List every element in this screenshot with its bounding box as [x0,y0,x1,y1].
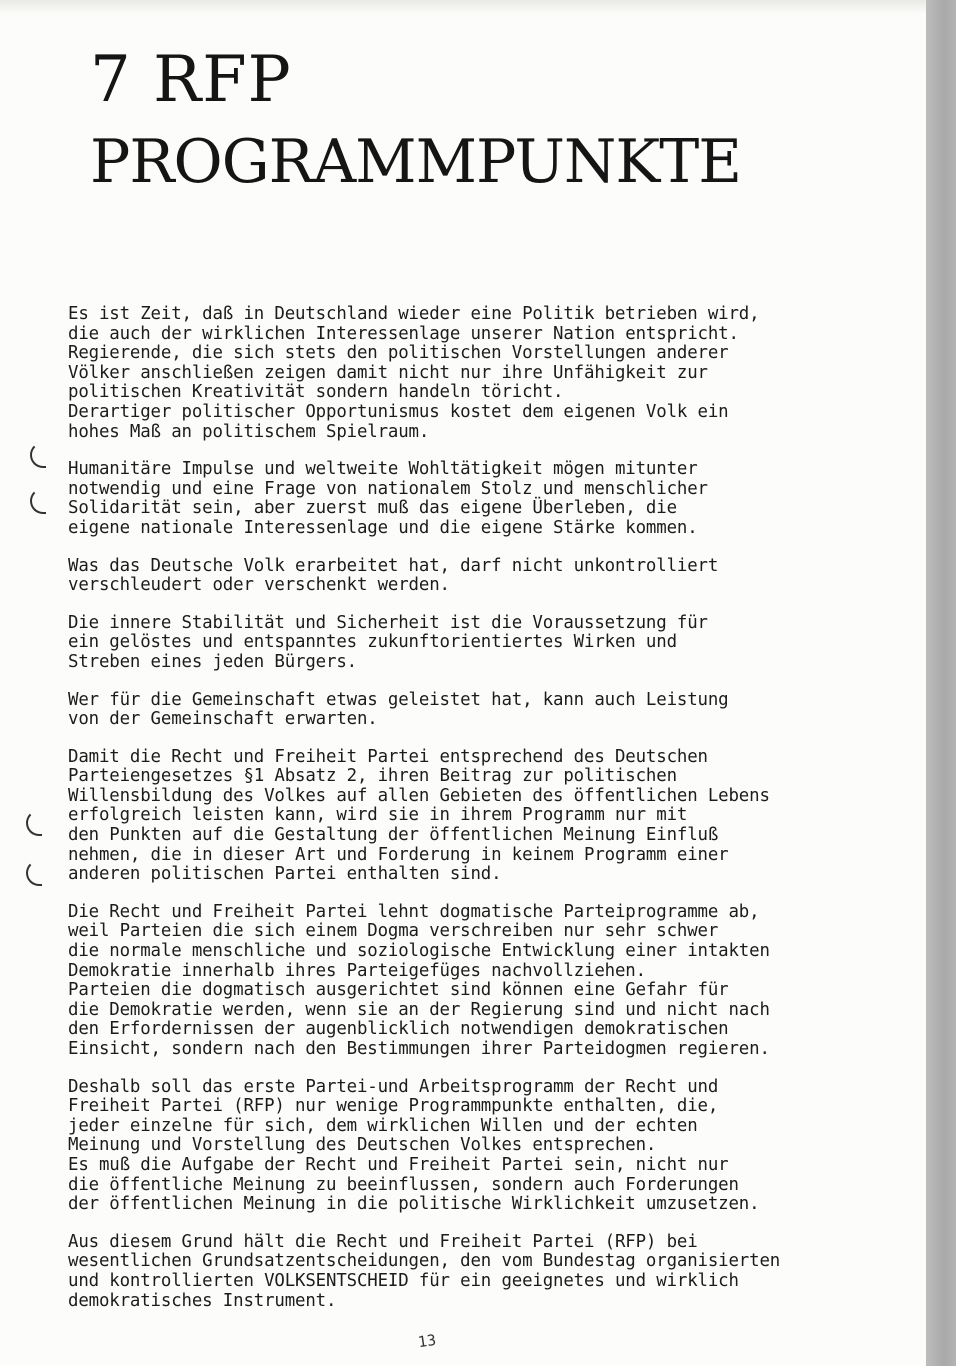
text-line: Völker anschließen zeigen damit nicht nur ihre Unfähigkeit zur [68,362,708,383]
text-line: die normale menschliche und soziologische Entwicklung einer intakten [68,941,770,962]
text-line: Einsicht, sondern nach den Bestimmungen ihrer Parteidogmen regieren. [68,1039,770,1059]
text-line: notwendig und eine Frage von nationalem Stolz und menschlicher [68,478,708,499]
text-line: verschleudert oder verschenkt werden. [68,575,450,596]
margin-bracket-mark [30,488,46,514]
text-line: hohes Maß an politischem Spielraum. [68,421,430,442]
title-line-2: PROGRAMMPUNKTE [90,127,742,197]
paragraph [68,903,878,1060]
paragraph [68,305,878,442]
body-text [68,305,878,1311]
text-line: Willensbildung des Volkes auf allen Gebieten des öffentlichen Lebens [68,785,770,806]
scan-edge-shadow [926,0,956,1366]
text-line: Deshalb soll das erste Partei-und Arbeitsprogramm der Recht und [68,1076,719,1097]
paragraph [68,1233,878,1311]
paragraph [68,691,878,730]
text-line: ein gelöstes und entspanntes zukunftorientiertes Wirken und [68,632,677,653]
paragraph [68,614,878,673]
text-line: die öffentliche Meinung zu beeinflussen, sondern auch Forderungen [68,1174,739,1195]
text-line: Es muß die Aufgabe der Recht und Freiheit Partei sein, nicht nur [68,1154,729,1175]
margin-bracket-mark [26,860,42,886]
text-line: jeder einzelne für sich, dem wirklichen Willen und der echten [68,1115,698,1136]
text-line: Die innere Stabilität und Sicherheit ist die Voraussetzung für [68,612,708,633]
paragraph-gap [68,539,878,557]
text-line: Meinung und Vorstellung des Deutschen Volkes entsprechen. [68,1135,657,1156]
page-title [90,43,742,197]
text-line: Was das Deutsche Volk erarbeitet hat, darf nicht unkontrolliert [68,555,719,576]
text-line: den Erfordernissen der augenblicklich notwendigen demokratischen [68,1019,729,1040]
paragraph-gap [68,673,878,691]
paragraph-gap [68,596,878,614]
paragraph-gap [68,730,878,748]
text-line: Freiheit Partei (RFP) nur wenige Programmpunkte enthalten, die, [68,1096,719,1117]
text-line: Wer für die Gemeinschaft etwas geleistet hat, kann auch Leistung [68,689,729,710]
margin-bracket-mark [26,810,42,836]
text-line: Demokratie innerhalb ihres Parteigefüges nachvollziehen. [68,960,646,981]
paragraph-gap [68,442,878,460]
text-line: eigene nationale Interessenlage und die eigene Stärke kommen. [68,517,698,538]
paragraph [68,460,878,538]
text-line: weil Parteien die sich einem Dogma verschreiben nur sehr schwer [68,921,719,942]
text-line: Es ist Zeit, daß in Deutschland wieder eine Politik betrieben wird, [68,304,760,324]
title-line-1: 7 RFP [90,43,292,117]
paragraph [68,1078,878,1215]
paragraph-gap [68,1215,878,1233]
text-line: und kontrollierten VOLKSENTSCHEID für ein geeignetes und wirklich [68,1270,739,1291]
text-line: den Punkten auf die Gestaltung der öffentlichen Meinung Einfluß [68,825,719,846]
text-line: der öffentlichen Meinung in die politische Wirklichkeit umzusetzen. [68,1194,760,1215]
text-line: Parteiengesetzes §1 Absatz 2, ihren Beitrag zur politischen [68,766,677,787]
page-top-edge [0,0,930,14]
text-line: Solidarität sein, aber zuerst muß das eigene Überleben, die [68,498,677,519]
text-line: demokratisches Instrument. [68,1290,337,1311]
paragraph [68,557,878,596]
text-line: erfolgreich leisten kann, wird sie in ihrem Programm nur mit [68,805,688,826]
text-line: Damit die Recht und Freiheit Partei entsprechend des Deutschen [68,746,708,767]
paragraph-gap [68,1060,878,1078]
text-line: wesentlichen Grundsatzentscheidungen, den vom Bundestag organisierten [68,1251,781,1272]
text-line: die Demokratie werden, wenn sie an der Regierung sind und nicht nach [68,999,770,1020]
text-line: nehmen, die in dieser Art und Forderung in keinem Programm einer [68,844,729,865]
text-line: Parteien die dogmatisch ausgerichtet sind können eine Gefahr für [68,980,729,1001]
margin-bracket-mark [30,442,46,468]
paragraph [68,748,878,885]
page-number: 13 [416,1330,438,1352]
text-line: Derartiger politischer Opportunismus kostet dem eigenen Volk ein [68,401,729,422]
text-line: von der Gemeinschaft erwarten. [68,709,378,730]
text-line: Aus diesem Grund hält die Recht und Freiheit Partei (RFP) bei [68,1231,698,1252]
text-line: Streben eines jeden Bürgers. [68,651,357,672]
text-line: Regierende, die sich stets den politischen Vorstellungen anderer [68,343,729,364]
text-line: Die Recht und Freiheit Partei lehnt dogmatische Parteiprogramme ab, [68,901,760,922]
text-line: politischen Kreativität sondern handeln töricht. [68,382,564,403]
text-line: anderen politischen Partei enthalten sind. [68,864,502,885]
paragraph-gap [68,885,878,903]
text-line: Humanitäre Impulse und weltweite Wohltätigkeit mögen mitunter [68,459,698,480]
text-line: die auch der wirklichen Interessenlage unserer Nation entspricht. [68,323,739,344]
